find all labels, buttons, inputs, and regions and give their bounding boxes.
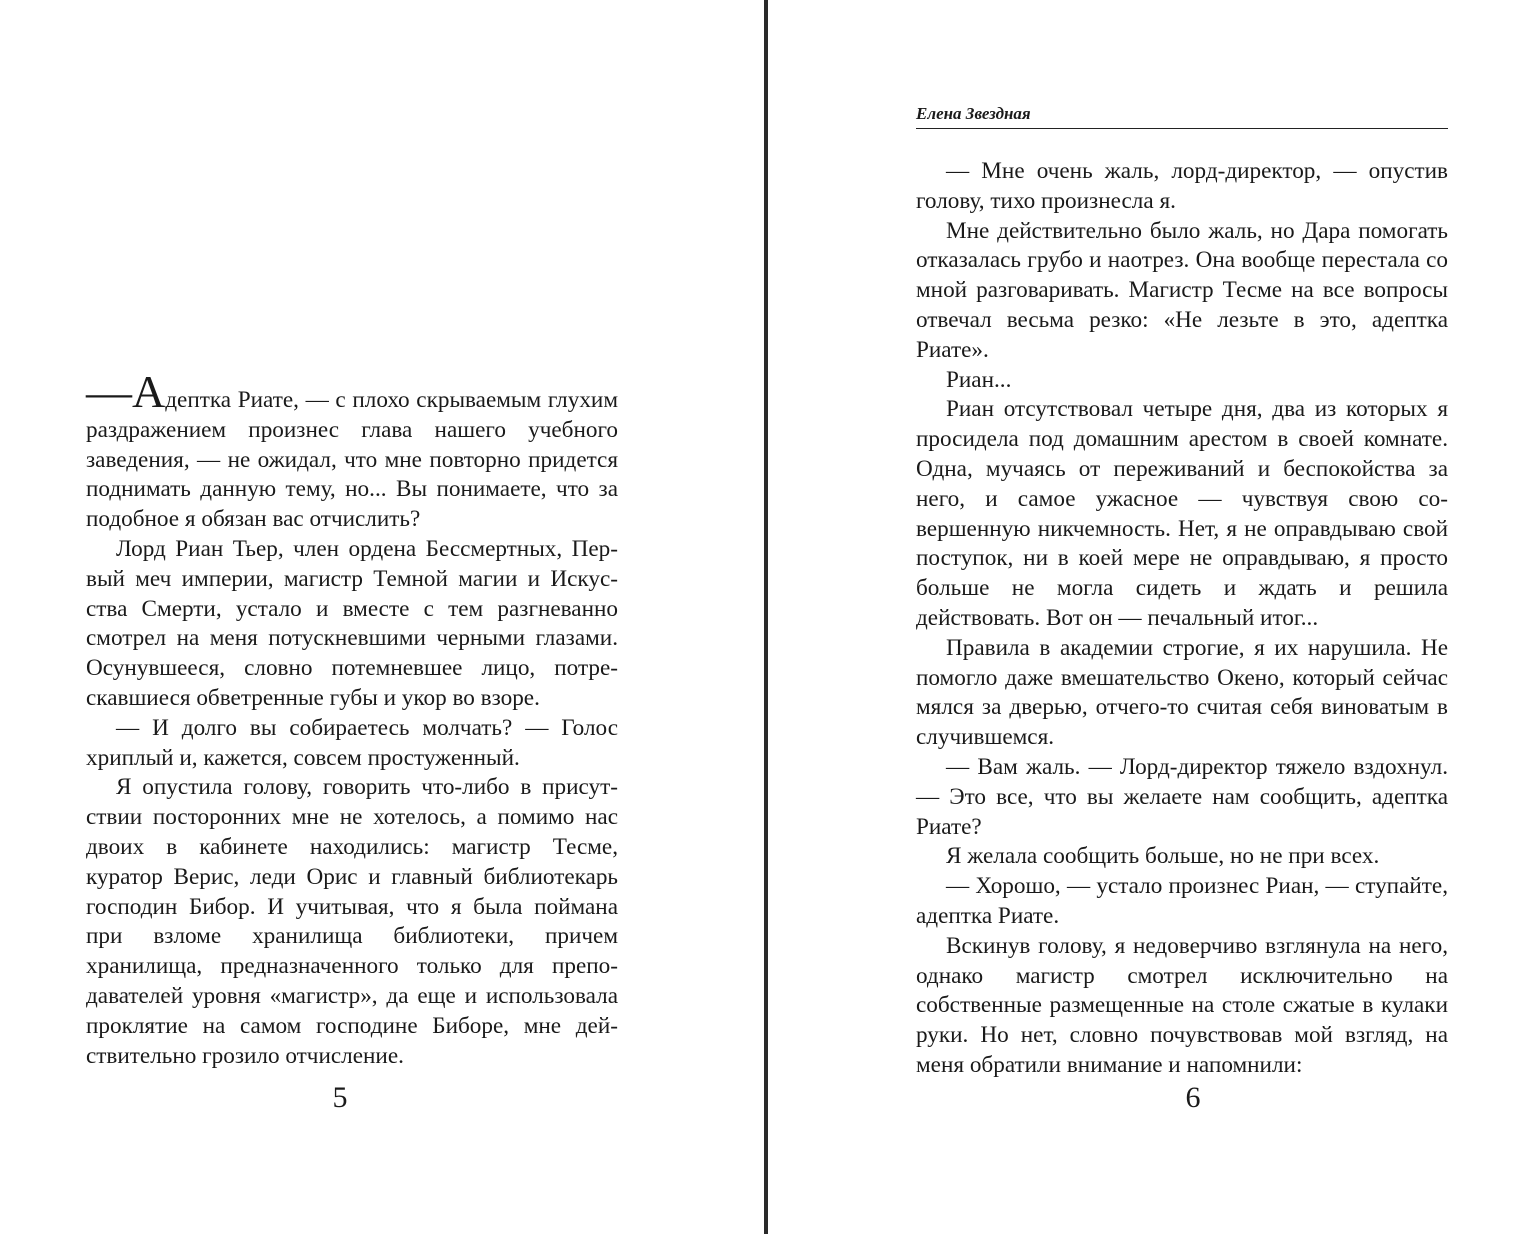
paragraph: Лорд Риан Тьер, член ордена Бессмертных, Первый меч империи, магистр Темной магии и Искусства Смерти, устало и вместе с тем разгневанно смотрел на меня потускневшими черными глазами. Осунувшееся, словно потемневшее лицо, потрескавшиеся обветренные губы и укор во взоре. bbox=[86, 535, 618, 711]
page-number: 6 bbox=[1185, 1081, 1201, 1114]
drop-cap-initial: А bbox=[132, 366, 166, 417]
paragraph: — Мне очень жаль, лорд-директор, — опустив голову, тихо произнесла я. bbox=[916, 158, 1448, 214]
paragraph: Мне действительно было жаль, но Дара помогать отказалась грубо и наотрез. Она вообще перестала со мной разговаривать. Магистр Тесме на все вопросы отвечал весьма резко: «Не лезьте в это, адептка Риате». bbox=[916, 217, 1448, 363]
paragraph: Я желала сообщить больше, но не при всех. bbox=[946, 843, 1380, 870]
paragraph: — И долго вы собираетесь молчать? — Голос хриплый и, кажется, совсем простуженный. bbox=[86, 714, 618, 771]
paragraph: Вскинув голову, я недоверчиво взглянула на него, однако магистр смотрел исключительно на собственные размещенные на столе сжатые в кулаки руки. Но нет, словно почувствовав мой взгляд, на меня обратили внимание и напомнили: bbox=[916, 932, 1448, 1078]
opening-text: дептка Риате, — с плохо скрываемым глухим раздражением произнес глава нашего учебного заведения, — не ожидал, что мне повторно придется поднимать данную тему, но... Вы понимаете, что за подобное я обязан вас отчислить? bbox=[86, 387, 618, 533]
paragraph: Я опустила голову, говорить что-либо в присутствии посторонних мне не хотелось, а помимо нас двоих в кабинете находились: магистр Тесме, куратор Верис, леди Орис и главный библиотекарь господин Бибор. И учитывая, что я была поймана при взломе хранилища библиотеки, причем хранилища, предназначенного только для преподавателей уровня «магистр», да еще и использовала проклятие на самом господине Биборе, мне действительно грозило отчисление. bbox=[86, 774, 618, 1069]
opening-dash: — bbox=[86, 366, 132, 417]
book-gutter bbox=[764, 0, 768, 1234]
right-page-text bbox=[916, 157, 1448, 1081]
paragraph: Правила в академии строгие, я их нарушила. Не помогло даже вмешательство Окено, который сейчас мялся за дверью, отчего-то считая себя виноватым в случившемся. bbox=[916, 634, 1448, 751]
page-number: 5 bbox=[332, 1081, 348, 1114]
running-head-author: Елена Звездная bbox=[916, 103, 1448, 129]
paragraph: — Хорошо, — устало произнес Риан, — ступайте, адептка Риате. bbox=[916, 873, 1448, 929]
left-page bbox=[86, 0, 618, 1234]
left-page-text bbox=[86, 366, 618, 1071]
paragraph: Риан... bbox=[946, 366, 1012, 393]
opening-paragraph bbox=[86, 366, 618, 535]
right-page bbox=[916, 0, 1448, 1234]
paragraph: Риан отсутствовал четыре дня, два из которых я просидела под домашним арестом в своей комнате. Одна, мучаясь от переживаний и беспокойства за него, и самое ужасное — чувствуя свою совершенную никчемность. Нет, я не оправдываю свой поступок, ни в коей мере не оправдываю, я просто больше не могла сидеть и ждать и решила действовать. Вот он — печальный итог... bbox=[916, 396, 1448, 631]
paragraph: — Вам жаль. — Лорд-директор тяжело вздохнул. — Это все, что вы желаете нам сообщить, адептка Риате? bbox=[916, 753, 1448, 840]
